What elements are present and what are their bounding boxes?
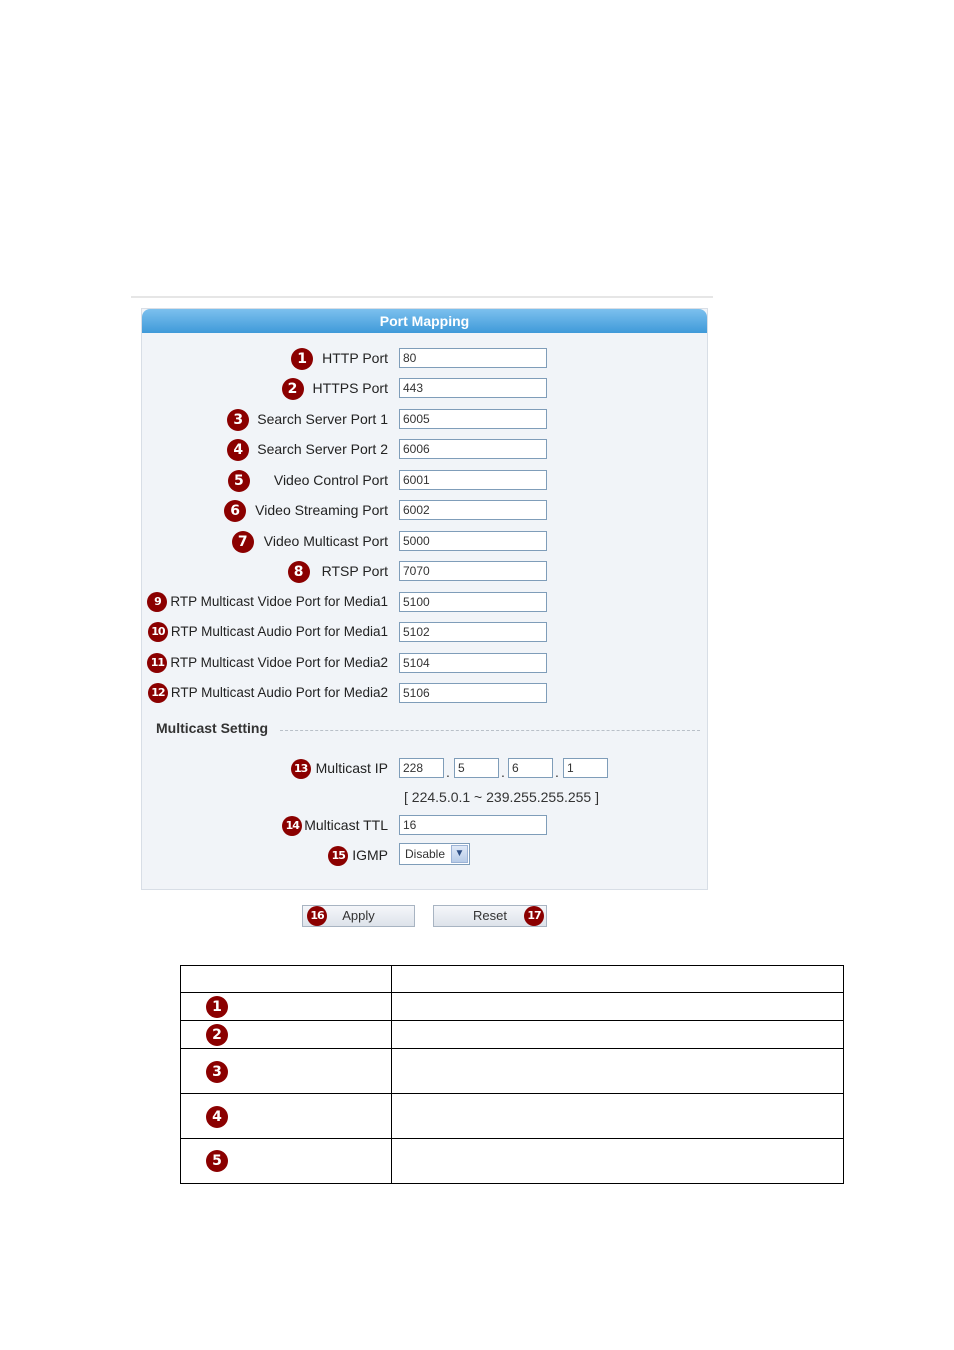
multicast-ip-octet-4[interactable]: 1 [563, 758, 608, 778]
search-server-port-2-label: 4 Search Server Port 2 [227, 439, 388, 459]
rtsp-port-input[interactable]: 7070 [399, 561, 547, 581]
badge-12-icon: 12 [148, 683, 168, 703]
rtp-video-media2-input[interactable]: 5104 [399, 653, 547, 673]
badge-4-icon: 4 [206, 1106, 228, 1128]
rtp-audio-media1-input[interactable]: 5102 [399, 622, 547, 642]
igmp-select[interactable] [399, 843, 470, 865]
igmp-selected-value: Disable [405, 847, 446, 861]
search-server-port-1-label: 3 Search Server Port 1 [227, 409, 388, 429]
table-cell [181, 1021, 392, 1049]
video-multicast-port-input[interactable]: 5000 [399, 531, 547, 551]
badge-5-icon: 5 [228, 470, 250, 492]
table-cell [181, 966, 392, 993]
video-streaming-port-input[interactable]: 6002 [399, 500, 547, 520]
rtp-video-media1-input[interactable]: 5100 [399, 592, 547, 612]
multicast-ttl-input[interactable]: 16 [399, 815, 547, 835]
badge-4-icon: 4 [227, 439, 249, 461]
video-control-port-label: 5 Video Control Port [228, 470, 388, 490]
ip-dot-1: . [446, 764, 450, 780]
table-cell [392, 1049, 844, 1094]
badge-2-icon: 2 [206, 1024, 228, 1046]
chevron-down-icon[interactable]: ▼ [451, 845, 468, 863]
multicast-ip-octet-3[interactable]: 6 [508, 758, 553, 778]
rtp-audio-media2-input[interactable]: 5106 [399, 683, 547, 703]
badge-14-icon: 14 [282, 816, 302, 836]
badge-16-icon: 16 [307, 906, 327, 926]
reset-button[interactable]: Reset 17 [433, 905, 547, 927]
badge-9-icon: 9 [147, 592, 167, 612]
https-port-label: 2 HTTPS Port [282, 378, 388, 398]
rtp-audio-media1-label: 10 RTP Multicast Audio Port for Media1 [148, 622, 388, 642]
badge-1-icon: 1 [206, 996, 228, 1018]
badge-10-icon: 10 [148, 622, 168, 642]
https-port-input[interactable]: 443 [399, 378, 547, 398]
rtp-video-media1-label: 9 RTP Multicast Vidoe Port for Media1 [147, 592, 388, 612]
multicast-section-title: Multicast Setting [156, 720, 269, 736]
video-control-port-input[interactable]: 6001 [399, 470, 547, 490]
http-port-label: 1 HTTP Port [291, 348, 388, 368]
badge-17-icon: 17 [524, 906, 544, 926]
video-multicast-port-label: 7 Video Multicast Port [232, 531, 388, 551]
panel-title: Port Mapping [142, 309, 707, 333]
ip-dot-2: . [501, 764, 505, 780]
badge-2-icon: 2 [282, 378, 304, 400]
igmp-label: 15 IGMP [328, 845, 388, 865]
multicast-ttl-label: 14 Multicast TTL [282, 815, 388, 835]
top-divider [131, 296, 713, 298]
badge-5-icon: 5 [206, 1150, 228, 1172]
http-port-input[interactable]: 80 [399, 348, 547, 368]
table-row [181, 1094, 844, 1139]
badge-1-icon: 1 [291, 348, 313, 370]
table-row [181, 1139, 844, 1184]
ip-dot-3: . [555, 764, 559, 780]
table-row [181, 993, 844, 1021]
badge-3-icon: 3 [227, 409, 249, 431]
multicast-ip-range: [ 224.5.0.1 ~ 239.255.255.255 ] [404, 789, 600, 805]
badge-15-icon: 15 [328, 846, 348, 866]
table-header-row [181, 966, 844, 993]
badge-7-icon: 7 [232, 531, 254, 553]
table-cell [392, 1094, 844, 1139]
table-cell [392, 993, 844, 1021]
badge-11-icon: 11 [147, 653, 167, 673]
rtp-video-media2-label: 11 RTP Multicast Vidoe Port for Media2 [147, 653, 388, 673]
search-server-port-2-input[interactable]: 6006 [399, 439, 547, 459]
badge-6-icon: 6 [224, 500, 246, 522]
table-row [181, 1021, 844, 1049]
badge-8-icon: 8 [288, 561, 310, 583]
table-cell [392, 1021, 844, 1049]
section-divider [280, 730, 700, 731]
multicast-ip-octet-2[interactable]: 5 [454, 758, 499, 778]
search-server-port-1-input[interactable]: 6005 [399, 409, 547, 429]
video-streaming-port-label: 6 Video Streaming Port [224, 500, 388, 520]
badge-13-icon: 13 [291, 759, 311, 779]
rtp-audio-media2-label: 12 RTP Multicast Audio Port for Media2 [148, 683, 388, 703]
multicast-ip-octet-1[interactable]: 228 [399, 758, 444, 778]
table-cell [392, 1139, 844, 1184]
reference-table [180, 965, 844, 1184]
table-cell [181, 1139, 392, 1184]
badge-3-icon: 3 [206, 1061, 228, 1083]
table-cell [392, 966, 844, 993]
table-cell [181, 1094, 392, 1139]
table-cell [181, 1049, 392, 1094]
table-row [181, 1049, 844, 1094]
table-cell [181, 993, 392, 1021]
apply-button[interactable]: 16 Apply [302, 905, 415, 927]
multicast-ip-label: 13 Multicast IP [291, 758, 388, 778]
rtsp-port-label: 8 RTSP Port [288, 561, 388, 581]
